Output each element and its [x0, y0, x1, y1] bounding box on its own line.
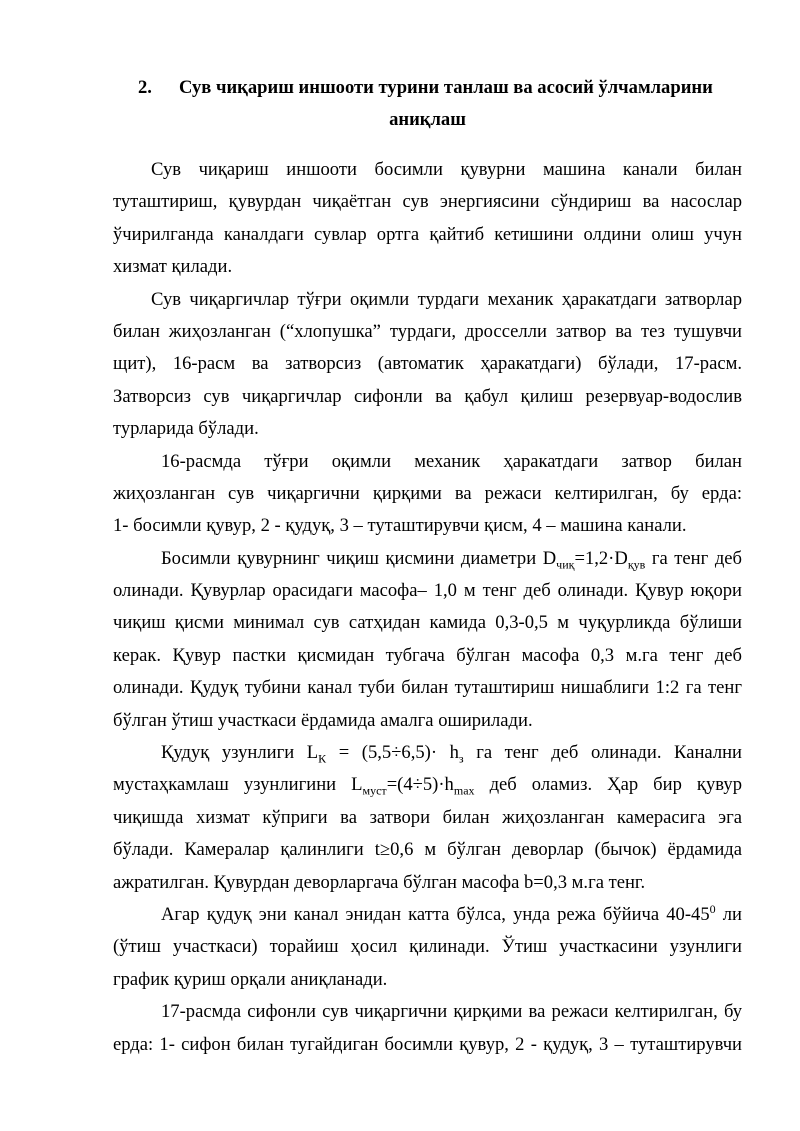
paragraph-line: хизмат қилади. — [113, 256, 233, 278]
paragraph-line: (ўтиш участкаси) торайиш ҳосил қилинади. Ўтиш участкасини узунлиги — [113, 936, 742, 958]
paragraph-line: чиқиш қисми минимал сув сатҳидан камида 0,3-0,5 м чуқурликда бўлиши — [113, 612, 742, 634]
paragraph — [113, 446, 742, 543]
paragraph-line: Сув чиқаргичлар тўғри оқимли турдаги механик ҳаракатдаги затворлар — [151, 288, 742, 310]
paragraph-line: билан жиҳозланган (“хлопушка” турдаги, дросселли затвор ва тез тушувчи — [113, 320, 742, 342]
paragraph-line: ажратилган. Қувурдан деворларгача бўлган масофа b=0,3 м.га тенг. — [113, 871, 646, 893]
paragraph — [113, 996, 742, 1061]
paragraph — [113, 899, 742, 996]
paragraph-line: олинади. Қувурлар орасидаги масофа– 1,0 м тенг деб олинади. Қувур юқори — [113, 580, 742, 602]
paragraph-line: 16-расмда тўғри оқимли механик ҳаракатдаги затвор билан — [161, 450, 742, 472]
paragraph-line: турларида бўлади. — [113, 418, 259, 440]
paragraph-line: олинади. Қудуқ тубини канал туби билан туташтириш нишаблиги 1:2 га тенг — [113, 677, 742, 699]
paragraph-line: Агар қудуқ эни канал энидан катта бўлса, унда режа бўйича $40-45^0$ ли — [161, 901, 742, 925]
paragraph-line: мустаҳкамлаш узунлигини $L_{муст}=(4\div 5)\cdot h_{max}$ деб оламиз. Ҳар бир қувур — [113, 774, 743, 799]
paragraph-line: график қуриш орқали аниқланади. — [113, 968, 388, 990]
paragraph — [113, 154, 742, 284]
paragraph-line: 17-расмда сифонли сув чиқаргични қирқими ва режаси келтирилган, бу — [161, 1001, 742, 1023]
paragraph-line: Қудуқ узунлиги $L_К = (5,5\div 6,5)\cdot h_з$ га тенг деб олинади. Канални — [161, 742, 743, 766]
paragraph — [113, 284, 742, 446]
paragraph-line: Сув чиқариш иншооти босимли қувурни машина канали билан — [151, 159, 742, 180]
document-body — [113, 154, 742, 1061]
paragraph-line: бўлади. Камералар қалинлиги t≥0,6 м бўлган деворлар (бычок) ёрдамида — [113, 839, 742, 861]
section-title-line-2: аниқлаш — [389, 109, 466, 130]
section-title-line-1: Сув чиқариш иншооти турини танлаш ва асосий ўлчамларини — [179, 77, 713, 98]
paragraph — [113, 543, 742, 737]
paragraph-line: Затворсиз сув чиқаргичлар сифонли ва қабул қилиш резервуар-водослив — [113, 385, 742, 407]
section-heading — [113, 72, 742, 136]
paragraph-line: 1- босимли қувур, 2 - қудуқ, 3 – туташтирувчи қисм, 4 – машина канали. — [113, 515, 687, 537]
paragraph-line: ўчирилганда каналдаги сувлар ортга қайтиб кетишини олдини олиш учун — [113, 223, 742, 245]
paragraph-line: туташтириш, қувурдан чиқаётган сув энергиясини сўндириш ва насослар — [113, 191, 742, 213]
paragraph-line: жиҳозланган сув чиқаргични қирқими ва режаси келтирилган, бу ерда: — [113, 482, 742, 504]
paragraph-line: чиқишда хизмат кўприги ва затвори билан жиҳозланган камерасига эга — [113, 806, 742, 828]
paragraph-line: щит), 16-расм ва затворсиз (автоматик ҳаракатдаги) бўлади, 17-расм. — [113, 353, 742, 375]
paragraph-line: бўлган ўтиш участкаси ёрдамида амалга оширилади. — [113, 709, 533, 731]
section-number: 2. — [138, 77, 152, 98]
paragraph — [113, 737, 742, 899]
paragraph-line: керак. Қувур пастки қисмидан тубгача бўлган масофа 0,3 м.га тенг деб — [113, 644, 742, 666]
paragraph-line: Босимли қувурнинг чиқиш қисмини диаметри $D_{чиқ}=1,2\cdot D_{қув}$ га тенг деб — [161, 547, 742, 572]
paragraph-line: ерда: 1- сифон билан тугайдиган босимли қувур, 2 - қудуқ, 3 – туташтирувчи — [113, 1033, 742, 1055]
